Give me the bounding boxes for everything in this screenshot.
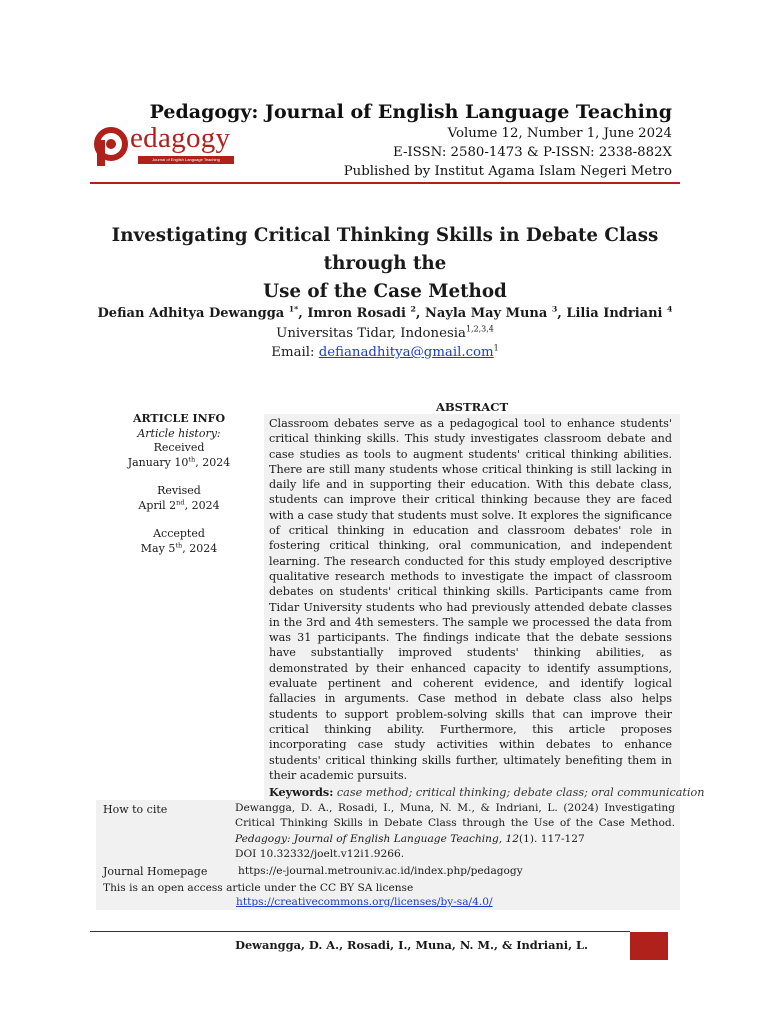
journal-homepage-url[interactable]: https://e-journal.metrouniv.ac.id/index.php/pedagogy <box>238 865 523 877</box>
article-title-line-1: Investigating Critical Thinking Skills in Debate Class through the <box>111 225 659 274</box>
email-link[interactable]: defianadhitya@gmail.com <box>318 345 494 360</box>
author-name: Lilia Indriani <box>566 306 663 321</box>
footer-running-head: Dewangga, D. A., Rosadi, I., Muna, N. M., & Indriani, L. <box>235 938 588 952</box>
header-divider <box>90 182 680 184</box>
footer-accent-box <box>630 932 668 960</box>
email-line <box>90 345 680 360</box>
author-mark: 2 <box>410 304 416 314</box>
citation-doi: DOI 10.32332/joelt.v12i1.9266. <box>235 848 405 861</box>
revised-date-day: April 2 <box>138 498 177 512</box>
received-date-year: , 2024 <box>195 455 231 469</box>
journal-title: Pedagogy: Journal of English Language Teaching <box>149 101 672 123</box>
author-mark: 4 <box>667 304 673 314</box>
received-date-suffix: th <box>188 454 196 463</box>
author-mark: 3 <box>551 304 558 314</box>
journal-publisher: Published by Institut Agama Islam Negeri Metro <box>343 164 672 179</box>
accepted-date-year: , 2024 <box>182 541 218 555</box>
logo-wordmark: edagogy <box>130 122 231 154</box>
affiliation <box>90 326 680 341</box>
citation-journal: Pedagogy: Journal of English Language Teaching, 12 <box>235 832 519 845</box>
article-info-heading: ARTICLE INFO <box>132 412 226 425</box>
footer-divider <box>90 931 630 932</box>
journal-volume: Volume 12, Number 1, June 2024 <box>447 126 672 141</box>
received-date-day: January 10 <box>127 455 189 469</box>
revised-date <box>124 499 234 514</box>
author-mark: 1* <box>288 304 299 314</box>
how-to-cite-label: How to cite <box>103 803 168 816</box>
article-title <box>90 222 680 306</box>
keywords-label: Keywords: <box>269 785 334 799</box>
article-history-label: Article history: <box>137 426 221 440</box>
article-info <box>124 412 234 556</box>
article-title-line-2: Use of the Case Method <box>263 281 507 302</box>
received-label: Received <box>153 441 205 454</box>
accepted-date-day: May 5 <box>140 541 176 555</box>
abstract-heading: ABSTRACT <box>435 400 509 414</box>
accepted-date <box>124 542 234 557</box>
citation-pages: (1). 117-127 <box>519 832 585 845</box>
author-name: Imron Rosadi <box>307 306 406 321</box>
author-name: Defian Adhitya Dewangga <box>97 306 285 321</box>
abstract-text: Classroom debates serve as a pedagogical tool to enhance students' critical thinking skills. This study investigates classroom debate and case studies as tools to augment students' critical thinking abilities. There are still many students whose critical thinking is still lacking in daily life and in supporting their education. With this debate class, students can improve their critical thinking because they are faced with a case study that students must solve. It explores the significance of critical thinking in education and classroom debates' role in fostering critical thinking, oral communication, and independent learning. The research conducted for this study employed descriptive qualitative research methods to investigate the impact of classroom debates on students' critical thinking skills. Participants came from Tidar University students who had previously attended debate classes in the 3rd and 4th semesters. The sample we processed the data from was 31 participants. The findings indicate that the debate sessions have substantially improved students' thinking abilities, as demonstrated by their enhanced capacity to identify assumptions, evaluate pertinent and coherent evidence, and identify logical fallacies in arguments. Case method in debate class also helps students to support problem-solving skills that can improve their critical thinking ability. Furthermore, this article proposes incorporating case study activities within debates to enhance students' critical thinking skills further, ultimately benefiting them in their academic pursuits. <box>269 417 672 782</box>
affiliation-name: Universitas Tidar, Indonesia <box>276 326 466 341</box>
license-text: This is an open access article under the CC BY SA license <box>103 882 414 894</box>
license-link[interactable]: https://creativecommons.org/licenses/by-sa/4.0/ <box>236 896 493 908</box>
journal-issn: E-ISSN: 2580-1473 & P-ISSN: 2338-882X <box>392 145 672 160</box>
accepted-date-suffix: th <box>175 540 183 549</box>
revised-date-suffix: nd <box>176 497 185 506</box>
pedagogy-logo-icon <box>94 122 134 166</box>
received-date <box>124 456 234 471</box>
author-list: Defian Adhitya Dewangga $^{1*}$, Imron Rosadi $^2$, Nayla May Muna $^3$, Lilia Indriani $^4$ <box>97 304 673 321</box>
citation-text <box>235 801 675 863</box>
keywords-list: case method; critical thinking; debate class; oral communication <box>336 786 705 799</box>
revised-label: Revised <box>157 484 201 497</box>
journal-homepage-label: Journal Homepage <box>103 865 208 878</box>
keywords-line <box>269 785 705 799</box>
citation-body: Dewangga, D. A., Rosadi, I., Muna, N. M., & Indriani, L. (2024) Investigating Critical Thinking Skills in Debate Class through the Use of the Case Method. <box>235 802 675 830</box>
affiliation-marks: 1,2,3,4 <box>465 324 494 334</box>
accepted-label: Accepted <box>153 527 205 540</box>
journal-logo <box>94 118 244 170</box>
author-name: Nayla May Muna <box>424 306 548 321</box>
email-label: Email: <box>271 345 315 360</box>
email-mark: 1 <box>493 343 499 353</box>
logo-subtitle: Journal of English Language Teaching <box>138 156 234 164</box>
revised-date-year: , 2024 <box>184 498 220 512</box>
